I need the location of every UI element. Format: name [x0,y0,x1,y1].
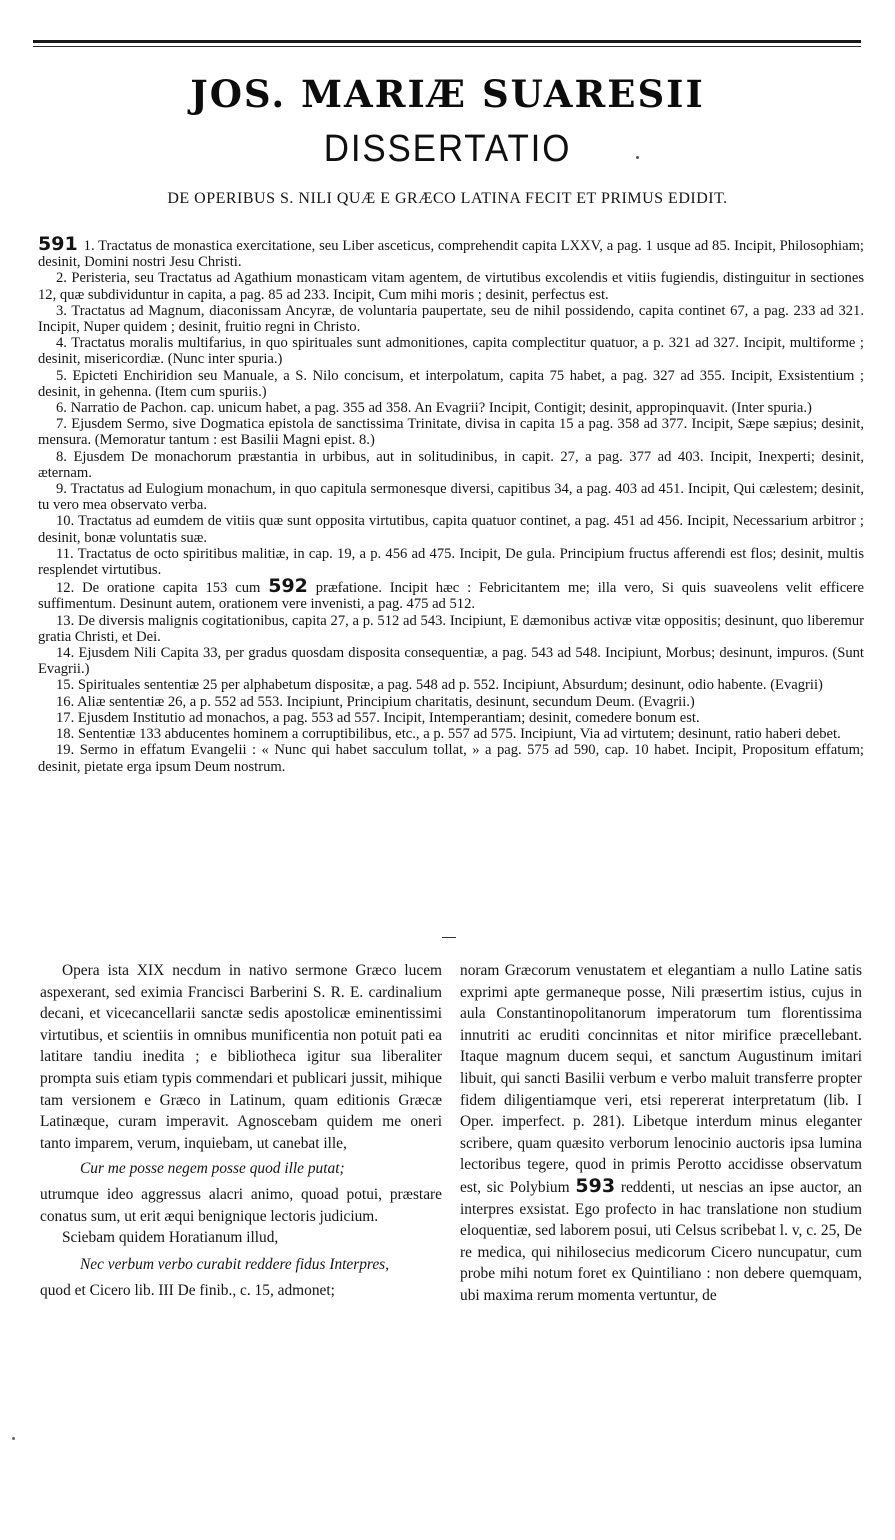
list-item: 5. Epicteti Enchiridion seu Manuale, a S. Nilo concisum, et interpolatum, capita 75 habet, a pag. 327 ad 355. Incipit, Exsistentium ; desinit, in gehenna. (Item cum spuriis.) [38,367,864,400]
paragraph-text: noram Græcorum venustatem et elegantiam a nullo Latine satis exprimi apte germaneque posse, Nili præsertim istius, cujus in aula Constantinopolitanorum imperatorum tum florentissima innutriti ac eruditi concinnitas et nitor mirifice præcellebant. Itaque magnum ducem sequi, et sanctum Augustinum imitari libuit, qui sancti Basilii verbum e verbo maluit transferre propter fidem diligentiamque veri, etsi repererat interpretatum (lib. I Oper. imperfect. p. 281). Libetque interdum minus eleganter scribere, quam quæsito verborum lenocinio auctoris ipsa lumina lectoribus tegere, quod in primis Perotto accidisse observatum est, sic Polybium [460,962,862,1196]
list-item [38,233,864,271]
right-column [460,960,862,1307]
list-item: 3. Tractatus ad Magnum, diaconissam Ancyræ, de voluntaria paupertate, seu de nihil possidendo, capita continet 67, a pag. 233 ad 321. Incipit, Nuper quidem ; desinit, fruitio regni in Christo. [38,302,864,336]
list-item: 16. Aliæ sententiæ 26, a p. 552 ad 553. Incipiunt, Principium charitatis, desinunt, secundum Deum. (Evagrii.) [56,693,695,710]
subtitle: DE OPERIBUS S. NILI QUÆ E GRÆCO LATINA FECIT ET PRIMUS EDIDIT. [167,190,728,207]
list-item: 6. Narratio de Pachon. cap. unicum habet, a pag. 355 ad 358. An Evagrii? Incipit, Contigit; desinit, appropinquavit. (Inter spuria.) [56,400,812,417]
paragraph: Opera ista XIX necdum in nativo sermone Græco lucem aspexerant, sed eximia Francisci Barberini S. R. E. cardinalium decani, et vicecancellarii sanctæ sedis apostolicæ eminentissimi virtutibus, et scientiis in omnibus munificentia non potuit pati ea latitare tandiu inedita ; e bibliotheca igitur sua liberaliter prompta suis etiam typis commendari et publicari jussit, mihique tam versionem e Græco in Latinum, quam editionis Græcæ Latinæque, curam imperavit. Agnoscebam quidem me oneri tanto imparem, verum, inquiebam, ut canebat ille, [40,962,442,1152]
section-divider [442,937,456,938]
list-item: 19. Sermo in effatum Evangelii : « Nunc qui habet sacculum tollat, » a pag. 575 ad 590, cap. 10 habet. Incipit, Propositum effatum; desinit, pietate erga ipsum Deum nostrum. [38,742,864,775]
paragraph: quod et Cicero lib. III De finib., c. 15, admonet; [40,1281,335,1299]
list-item-text: 12. De oratione capita 153 cum [56,580,261,597]
page-title: DISSERTATIO [323,128,572,170]
list-item-text: præfatione. Incipit hæc : Febricitantem me; illa vero, Si quis suaveolens velit efficere suffimentum. Desinunt autem, orationem vere invenisti, a pag. 475 ad 512. [38,580,864,613]
list-item: 18. Sententiæ 133 abducentes hominem a corruptibilibus, etc., a p. 557 ad 575. Incipiunt, Via ad virtutem; desinunt, ratio haberi debet. [56,726,841,743]
top-rule-thin [33,46,861,47]
paragraph [460,960,862,1307]
list-item: 15. Spirituales sententiæ 25 per alphabetum dispositæ, a pag. 548 ad p. 552. Incipiunt, Absurdum; desinunt, odio habente. (Evagrii) [56,677,823,694]
top-rule [33,40,861,43]
margin-number: 592 [268,575,308,598]
print-speck [12,1437,15,1440]
list-item: 17. Ejusdem Institutio ad monachos, a pag. 553 ad 557. Incipit, Intemperantiam; desinit, comedere bonum est. [56,709,700,726]
print-speck [636,156,639,159]
list-item: 2. Peristeria, seu Tractatus ad Agathium monasticam vitam agentem, de virtutibus excolendis et vitiis fugiendis, distinguitur in sectiones 12, quæ subdividuntur in capita, a pag. 85 ad 233. Incipit, Cum mihi moris ; desinit, perfectus est. [38,270,864,303]
list-item: 11. Tractatus de octo spiritibus malitiæ, in cap. 19, a p. 456 ad 475. Incipit, De gula. Principium fructus afferendi est flos; desinit, multis resplendet virtutibus. [38,545,864,579]
verse-quote: Cur me posse negem posse quod ille putat; [80,1160,345,1178]
margin-number: 593 [575,1174,616,1197]
list-item-text: 1. Tractatus de monastica exercitatione, seu Liber asceticus, comprehendit capita LXXV, a pag. 1 usque ad 85. Incipit, Philosophiam; desinit, Domini nostri Jesu Christi. [38,238,864,271]
verse-quote: Nec verbum verbo curabit reddere fidus Interpres, [80,1255,390,1273]
list-item: 8. Ejusdem De monachorum præstantia in urbibus, aut in solitudinibus, in capit. 27, a pag. 377 ad 403. Incipit, Inexperti; desinit, æternam. [38,448,864,481]
author-heading: JOS. MARIÆ SUARESII [190,72,705,116]
list-item: 9. Tractatus ad Eulogium monachum, in quo capitula sermonesque diversi, capitibus 34, a pag. 403 ad 451. Incipit, Qui cælestem; desinit, tu vero mea observato verba. [38,481,864,514]
list-item: 10. Tractatus ad eumdem de vitiis quæ sunt opposita virtutibus, capita quatuor continet, a pag. 451 ad 456. Incipit, Necessarium arbitror ; desinit, bonæ voluntatis suæ. [38,513,864,546]
list-item: 14. Ejusdem Nili Capita 33, per gradus quosdam disposita consequentiæ, a pag. 543 ad 548. Incipiunt, Morbus; desinunt, impuros. (Sunt Evagrii.) [38,645,864,678]
paragraph: utrumque ideo aggressus alacri animo, quoad potui, præstare conatus sum, ut erit æqui benignique lectoris judicium. [40,1185,442,1225]
list-item: 4. Tractatus moralis multifarius, in quo spirituales sunt admonitiones, capita complectitur quatuor, a p. 321 ad 327. Incipit, multiforme ; desinit, misericordiæ. (Nunc inter spuria.) [38,335,864,368]
list-item [38,575,864,613]
paragraph-text: reddenti, ut nescias an ipse auctor, an interpres exsistat. Ego profecto in hac translatione non studium eloquentiæ, sed laborem posui, uti Celsus scribebat l. v, c. 25, De re medica, qui nihilosecius medicorum Cicero nuncupatur, cum probe mihi notum foret ex Quintiliano : non debere quemquam, ubi maxima rerum momenta vertuntur, de [460,1178,862,1304]
list-item: 13. De diversis malignis cogitationibus, capita 27, a p. 512 ad 543. Incipiunt, E dæmonibus activæ vitæ oppositis; desinunt, quo liberemur gratia Christi, et Dei. [38,612,864,645]
list-item: 7. Ejusdem Sermo, sive Dogmatica epistola de sanctissima Trinitate, divisa in capita 15 a pag. 358 ad 377. Incipit, Sæpe sæpius; desinit, mensura. (Memoratur tantum : est Basilii Magni epist. 8.) [38,416,864,449]
left-column [40,960,442,1301]
paragraph: Sciebam quidem Horatianum illud, [62,1229,279,1247]
works-list [38,233,864,775]
margin-number: 591 [38,233,78,255]
